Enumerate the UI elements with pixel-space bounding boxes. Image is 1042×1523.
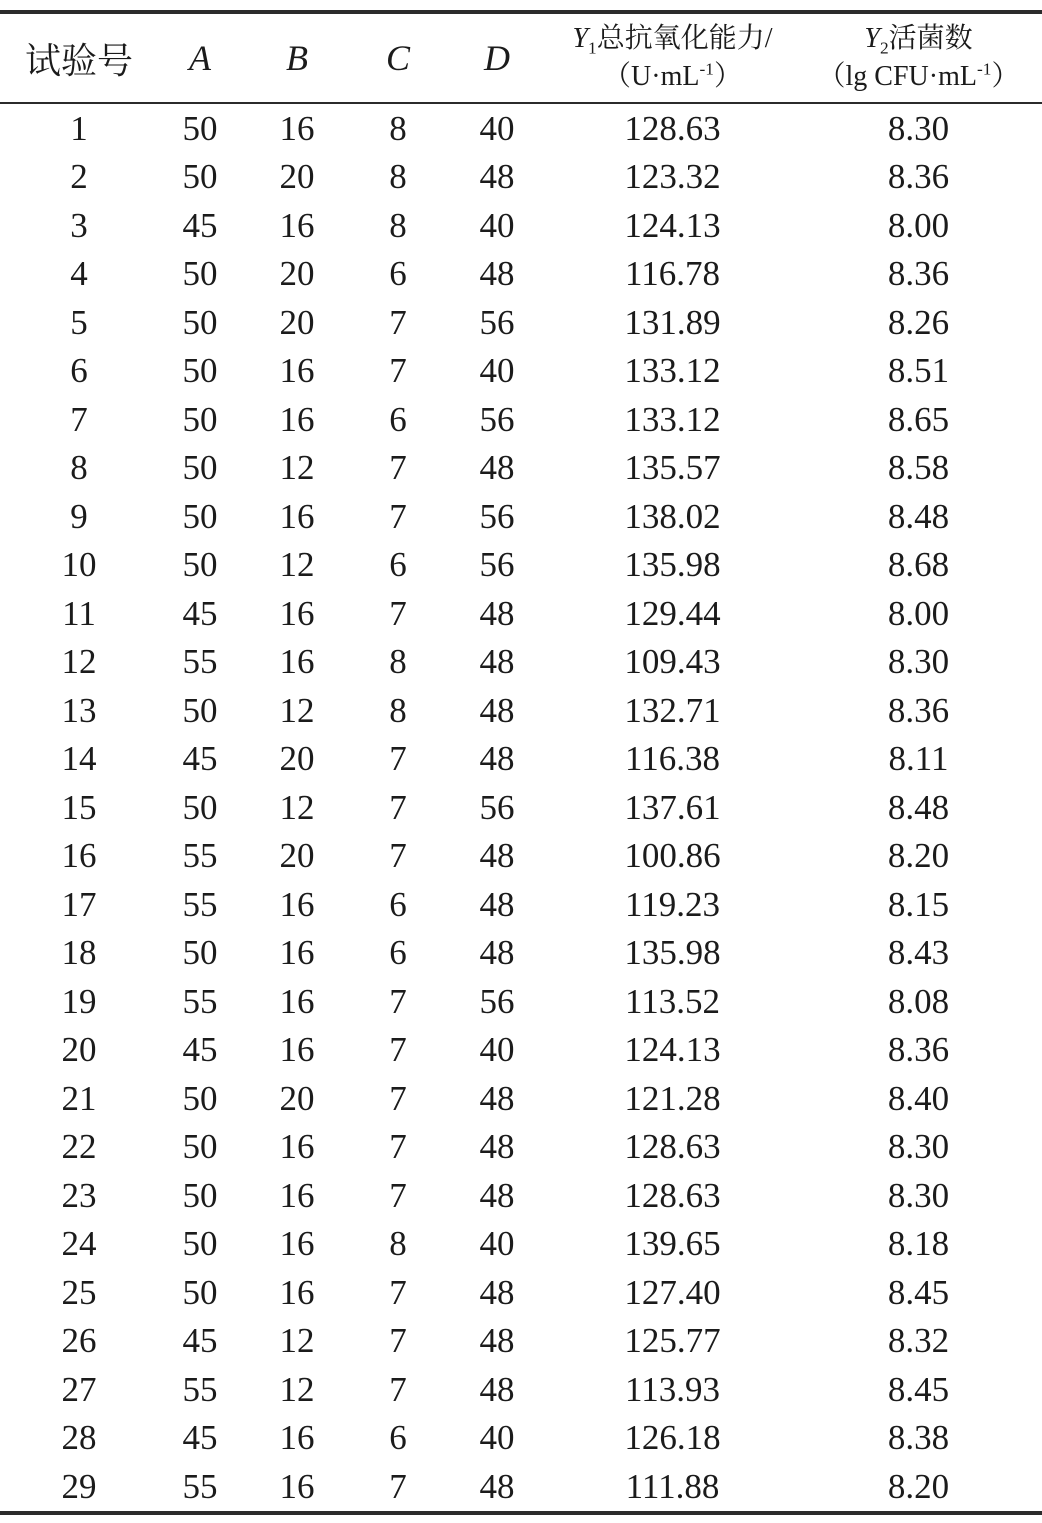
- factor-a-cell: 50: [182, 302, 218, 342]
- header-y1-unit: $(U\cdot mL^{-1})$: [603, 59, 742, 92]
- table-row: [0, 250, 1042, 299]
- y2-value-cell: 8.36: [887, 157, 950, 197]
- factor-d-cell: 40: [479, 108, 515, 148]
- factor-a-cell: 55: [182, 1466, 218, 1506]
- factor-a-cell: 45: [182, 1321, 218, 1361]
- y1-value-cell: 139.65: [624, 1224, 721, 1264]
- y1-value-cell: 100.86: [624, 836, 721, 876]
- y1-value-cell: 124.13: [624, 205, 721, 245]
- run-number-cell: 17: [61, 884, 97, 924]
- factor-c-cell: 7: [389, 302, 407, 342]
- factor-c-cell: 7: [389, 787, 407, 827]
- table-row: [0, 347, 1042, 396]
- factor-a-cell: 50: [182, 157, 218, 197]
- y2-value-cell: 8.20: [887, 836, 950, 876]
- table-row: [0, 153, 1042, 202]
- y2-value-cell: 8.45: [887, 1272, 950, 1312]
- factor-d-cell: 48: [479, 690, 515, 730]
- factor-c-cell: 8: [389, 642, 407, 682]
- table-row: [0, 1220, 1042, 1269]
- factor-b-cell: 16: [279, 593, 315, 633]
- run-number-cell: 5: [70, 302, 88, 342]
- factor-d-cell: 56: [479, 399, 515, 439]
- factor-c-cell: 8: [389, 205, 407, 245]
- factor-b-cell: 12: [279, 1369, 315, 1409]
- y1-value-cell: 137.61: [624, 787, 721, 827]
- factor-c-cell: 7: [389, 593, 407, 633]
- y2-value-cell: 8.20: [887, 1466, 950, 1506]
- run-number-cell: 15: [61, 787, 97, 827]
- factor-d-cell: 48: [479, 1466, 515, 1506]
- header-y1-title: $Y_1$总抗氧化能力/: [572, 23, 773, 58]
- factor-b-cell: 16: [279, 1224, 315, 1264]
- run-number-cell: 18: [61, 933, 97, 973]
- factor-a-cell: 50: [182, 448, 218, 488]
- run-number-cell: 23: [61, 1175, 97, 1215]
- factor-a-cell: 45: [182, 593, 218, 633]
- y1-value-cell: 125.77: [624, 1321, 721, 1361]
- factor-c-cell: 6: [389, 1418, 407, 1458]
- y2-value-cell: 8.58: [887, 448, 950, 488]
- run-number-cell: 26: [61, 1321, 97, 1361]
- factor-a-cell: 50: [182, 496, 218, 536]
- y2-value-cell: 8.65: [887, 399, 950, 439]
- factor-c-cell: 7: [389, 1272, 407, 1312]
- y2-value-cell: 8.26: [887, 302, 950, 342]
- factor-d-cell: 40: [479, 1224, 515, 1264]
- run-number-cell: 13: [61, 690, 97, 730]
- table-row: [0, 444, 1042, 493]
- y1-value-cell: 135.98: [624, 933, 721, 973]
- factor-b-cell: 16: [279, 981, 315, 1021]
- y2-value-cell: 8.15: [887, 884, 950, 924]
- y2-value-cell: 8.51: [887, 351, 950, 391]
- factor-b-cell: 16: [279, 1127, 315, 1167]
- table-row: [0, 1123, 1042, 1172]
- factor-a-cell: 50: [182, 254, 218, 294]
- factor-d-cell: 48: [479, 1175, 515, 1215]
- factor-b-cell: 16: [279, 108, 315, 148]
- factor-c-cell: 7: [389, 1369, 407, 1409]
- factor-a-cell: 50: [182, 1175, 218, 1215]
- run-number-cell: 8: [70, 448, 88, 488]
- factor-b-cell: 16: [279, 1418, 315, 1458]
- factor-a-cell: 55: [182, 642, 218, 682]
- table-row: [0, 1026, 1042, 1075]
- y2-value-cell: 8.48: [887, 787, 950, 827]
- y1-value-cell: 109.43: [624, 642, 721, 682]
- y1-value-cell: 111.88: [625, 1466, 720, 1506]
- table-row: [0, 1317, 1042, 1366]
- factor-a-cell: 50: [182, 1127, 218, 1167]
- run-number-cell: 3: [70, 205, 88, 245]
- y1-value-cell: 135.98: [624, 545, 721, 585]
- y1-value-cell: 138.02: [624, 496, 721, 536]
- y2-value-cell: 8.00: [887, 593, 950, 633]
- y2-value-cell: 8.43: [887, 933, 950, 973]
- table-row: [0, 832, 1042, 881]
- factor-d-cell: 48: [479, 448, 515, 488]
- run-number-cell: 29: [61, 1466, 97, 1506]
- run-number-cell: 24: [61, 1224, 97, 1264]
- factor-b-cell: 20: [279, 1078, 315, 1118]
- run-number-cell: 1: [70, 108, 88, 148]
- table-row: [0, 880, 1042, 929]
- table-row: [0, 1074, 1042, 1123]
- run-number-cell: 27: [61, 1369, 97, 1409]
- y2-value-cell: 8.11: [888, 739, 949, 779]
- factor-c-cell: 7: [389, 1030, 407, 1070]
- header-factor-d: D: [444, 12, 550, 103]
- y1-value-cell: 126.18: [624, 1418, 721, 1458]
- factor-c-cell: 7: [389, 1321, 407, 1361]
- factor-a-cell: 55: [182, 884, 218, 924]
- factor-a-cell: 45: [182, 1418, 218, 1458]
- table-row: [0, 686, 1042, 735]
- factor-b-cell: 12: [279, 787, 315, 827]
- factor-c-cell: 7: [389, 448, 407, 488]
- run-number-cell: 19: [61, 981, 97, 1021]
- factor-d-cell: 56: [479, 545, 515, 585]
- factor-c-cell: 8: [389, 108, 407, 148]
- run-number-cell: 14: [61, 739, 97, 779]
- factor-d-cell: 48: [479, 884, 515, 924]
- factor-c-cell: 8: [389, 1224, 407, 1264]
- factor-b-cell: 16: [279, 399, 315, 439]
- run-number-cell: 20: [61, 1030, 97, 1070]
- header-factor-b: B: [242, 12, 352, 103]
- header-run-number: 试验号: [0, 12, 158, 103]
- table-row: [0, 201, 1042, 250]
- factor-a-cell: 50: [182, 1224, 218, 1264]
- factor-c-cell: 7: [389, 739, 407, 779]
- factor-c-cell: 7: [389, 351, 407, 391]
- table-row: [0, 1414, 1042, 1463]
- run-number-cell: 12: [61, 642, 97, 682]
- factor-d-cell: 56: [479, 981, 515, 1021]
- factor-b-cell: 20: [279, 739, 315, 779]
- y2-value-cell: 8.36: [887, 254, 950, 294]
- y1-value-cell: 116.38: [625, 739, 720, 779]
- factor-d-cell: 40: [479, 351, 515, 391]
- run-number-cell: 28: [61, 1418, 97, 1458]
- y1-value-cell: 128.63: [624, 108, 721, 148]
- y2-value-cell: 8.30: [887, 1127, 950, 1167]
- run-number-cell: 10: [61, 545, 97, 585]
- y2-value-cell: 8.45: [887, 1369, 950, 1409]
- header-row: [0, 12, 1042, 103]
- y2-value-cell: 8.38: [887, 1418, 950, 1458]
- factor-d-cell: 48: [479, 1369, 515, 1409]
- factor-b-cell: 12: [279, 1321, 315, 1361]
- y2-value-cell: 8.00: [887, 205, 950, 245]
- y1-value-cell: 131.89: [624, 302, 721, 342]
- y2-value-cell: 8.32: [887, 1321, 950, 1361]
- y2-value-cell: 8.30: [887, 1175, 950, 1215]
- factor-a-cell: 50: [182, 690, 218, 730]
- table-row: [0, 977, 1042, 1026]
- factor-d-cell: 48: [479, 1127, 515, 1167]
- table-row: [0, 298, 1042, 347]
- factor-d-cell: 48: [479, 1272, 515, 1312]
- y1-value-cell: 123.32: [624, 157, 721, 197]
- run-number-cell: 2: [70, 157, 88, 197]
- factor-d-cell: 48: [479, 1078, 515, 1118]
- factor-d-cell: 56: [479, 302, 515, 342]
- table-row: [0, 103, 1042, 153]
- factor-a-cell: 50: [182, 1078, 218, 1118]
- factor-a-cell: 45: [182, 205, 218, 245]
- factor-c-cell: 6: [389, 254, 407, 294]
- factor-a-cell: 55: [182, 836, 218, 876]
- y2-value-cell: 8.36: [887, 1030, 950, 1070]
- factor-c-cell: 7: [389, 1466, 407, 1506]
- y2-value-cell: 8.40: [887, 1078, 950, 1118]
- header-y2-unit: （lg $CFU\cdot mL^{-1}$）: [817, 59, 1020, 92]
- y2-value-cell: 8.30: [887, 108, 950, 148]
- factor-b-cell: 16: [279, 205, 315, 245]
- header-factor-c: C: [352, 12, 444, 103]
- factor-d-cell: 48: [479, 593, 515, 633]
- factor-c-cell: 7: [389, 981, 407, 1021]
- run-number-cell: 21: [61, 1078, 97, 1118]
- factor-b-cell: 12: [279, 448, 315, 488]
- factor-b-cell: 20: [279, 254, 315, 294]
- table-row: [0, 395, 1042, 444]
- y1-value-cell: 133.12: [624, 399, 721, 439]
- factor-d-cell: 48: [479, 836, 515, 876]
- table-row: [0, 1365, 1042, 1414]
- run-number-cell: 4: [70, 254, 88, 294]
- y1-value-cell: 128.63: [624, 1175, 721, 1215]
- y2-value-cell: 8.18: [887, 1224, 950, 1264]
- factor-a-cell: 50: [182, 545, 218, 585]
- factor-a-cell: 50: [182, 399, 218, 439]
- y1-value-cell: 133.12: [624, 351, 721, 391]
- run-number-cell: 22: [61, 1127, 97, 1167]
- factor-b-cell: 20: [279, 157, 315, 197]
- factor-d-cell: 48: [479, 157, 515, 197]
- factor-c-cell: 7: [389, 1078, 407, 1118]
- factor-d-cell: 48: [479, 1321, 515, 1361]
- factor-a-cell: 55: [182, 981, 218, 1021]
- table-row: [0, 1171, 1042, 1220]
- table-body: [0, 103, 1042, 1513]
- factor-b-cell: 20: [279, 836, 315, 876]
- run-number-cell: 11: [62, 593, 96, 633]
- factor-d-cell: 40: [479, 1030, 515, 1070]
- factor-a-cell: 45: [182, 1030, 218, 1070]
- factor-b-cell: 16: [279, 1466, 315, 1506]
- y2-value-cell: 8.48: [887, 496, 950, 536]
- table-row: [0, 1462, 1042, 1513]
- y1-value-cell: 129.44: [624, 593, 721, 633]
- factor-d-cell: 40: [479, 205, 515, 245]
- table-row: [0, 929, 1042, 978]
- factor-d-cell: 48: [479, 739, 515, 779]
- factor-a-cell: 50: [182, 933, 218, 973]
- table-row: [0, 638, 1042, 687]
- table-header: [0, 12, 1042, 103]
- factor-b-cell: 16: [279, 1030, 315, 1070]
- y1-value-cell: 132.71: [624, 690, 721, 730]
- factor-c-cell: 6: [389, 884, 407, 924]
- factor-c-cell: 7: [389, 836, 407, 876]
- factor-c-cell: 6: [389, 545, 407, 585]
- factor-a-cell: 50: [182, 1272, 218, 1312]
- y2-value-cell: 8.68: [887, 545, 950, 585]
- factor-b-cell: 16: [279, 1175, 315, 1215]
- factor-a-cell: 45: [182, 739, 218, 779]
- factor-d-cell: 40: [479, 1418, 515, 1458]
- factor-b-cell: 16: [279, 884, 315, 924]
- factor-d-cell: 48: [479, 933, 515, 973]
- factor-d-cell: 56: [479, 496, 515, 536]
- factor-b-cell: 16: [279, 351, 315, 391]
- y1-value-cell: 113.93: [625, 1369, 720, 1409]
- factor-d-cell: 48: [479, 254, 515, 294]
- y2-value-cell: 8.36: [887, 690, 950, 730]
- header-y2-title: $Y_2$活菌数: [864, 23, 973, 58]
- factor-d-cell: 56: [479, 787, 515, 827]
- header-response-y1: [550, 12, 795, 103]
- factor-b-cell: 16: [279, 933, 315, 973]
- y1-value-cell: 127.40: [624, 1272, 721, 1312]
- factor-c-cell: 7: [389, 1127, 407, 1167]
- run-number-cell: 25: [61, 1272, 97, 1312]
- factor-b-cell: 12: [279, 690, 315, 730]
- factor-b-cell: 20: [279, 302, 315, 342]
- header-factor-a: A: [158, 12, 242, 103]
- y1-value-cell: 135.57: [624, 448, 721, 488]
- factor-a-cell: 55: [182, 1369, 218, 1409]
- table-row: [0, 589, 1042, 638]
- y1-value-cell: 128.63: [624, 1127, 721, 1167]
- table-row: [0, 735, 1042, 784]
- factor-c-cell: 6: [389, 933, 407, 973]
- factor-d-cell: 48: [479, 642, 515, 682]
- y2-value-cell: 8.30: [887, 642, 950, 682]
- run-number-cell: 9: [70, 496, 88, 536]
- orthogonal-experiment-table: [0, 10, 1042, 1515]
- factor-b-cell: 12: [279, 545, 315, 585]
- y1-value-cell: 124.13: [624, 1030, 721, 1070]
- factor-c-cell: 8: [389, 690, 407, 730]
- factor-c-cell: 8: [389, 157, 407, 197]
- y1-value-cell: 113.52: [625, 981, 720, 1021]
- run-number-cell: 16: [61, 836, 97, 876]
- y2-value-cell: 8.08: [887, 981, 950, 1021]
- factor-b-cell: 16: [279, 642, 315, 682]
- factor-c-cell: 7: [389, 1175, 407, 1215]
- factor-b-cell: 16: [279, 1272, 315, 1312]
- factor-a-cell: 50: [182, 351, 218, 391]
- table-row: [0, 492, 1042, 541]
- factor-b-cell: 16: [279, 496, 315, 536]
- factor-c-cell: 7: [389, 496, 407, 536]
- run-number-cell: 7: [70, 399, 88, 439]
- table-row: [0, 1268, 1042, 1317]
- factor-a-cell: 50: [182, 787, 218, 827]
- table-row: [0, 783, 1042, 832]
- y1-value-cell: 119.23: [625, 884, 720, 924]
- table-row: [0, 541, 1042, 590]
- factor-c-cell: 6: [389, 399, 407, 439]
- factor-a-cell: 50: [182, 108, 218, 148]
- run-number-cell: 6: [70, 351, 88, 391]
- y1-value-cell: 121.28: [624, 1078, 721, 1118]
- header-response-y2: [795, 12, 1042, 103]
- y1-value-cell: 116.78: [625, 254, 720, 294]
